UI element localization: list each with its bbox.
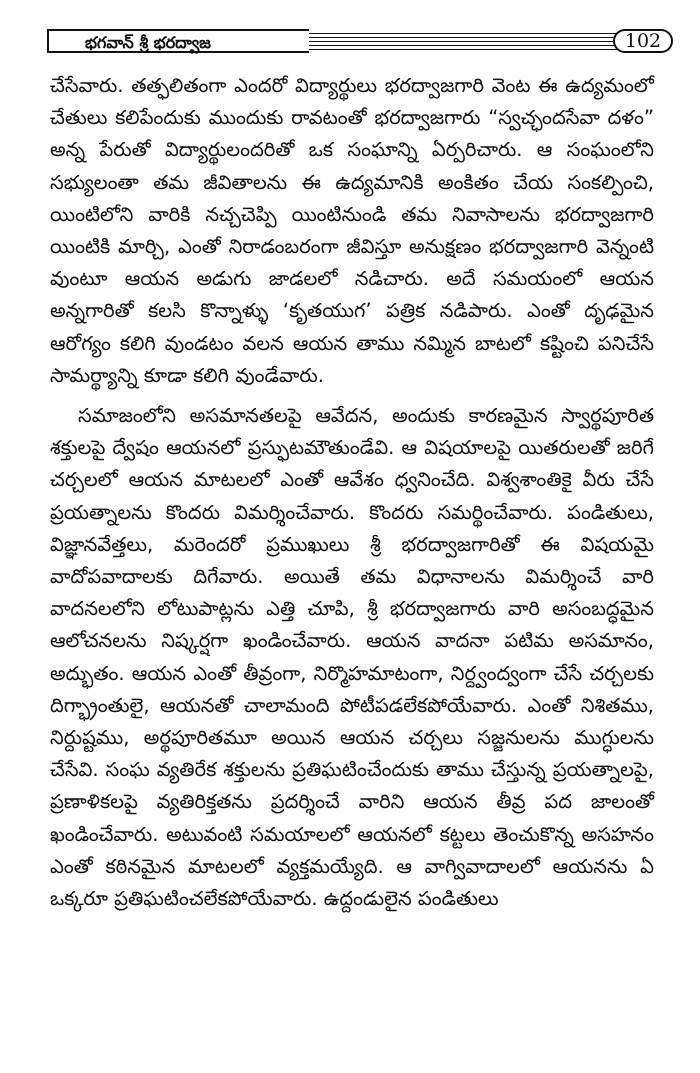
paragraph-1: చేసేవారు. తత్ఫలితంగా ఎందరో విద్యార్థులు భరద్వాజగారి వెంట ఈ ఉద్యమంలో చేతులు కలిపేందుకు ముందుకు రావటంతో భరద్వాజగారు “స్వచ్ఛందసేవా దళం” అన్న పేరుతో విద్యార్థులందరితో ఒక సంఘాన్ని ఏర్పరిచారు. ఆ సంఘంలోని సభ్యులంతా తమ జీవితాలను ఈ ఉద్యమానికి అంకితం చేయ సంకల్పించి, యింటిలోని వారికి నచ్చచెప్పి యింటినుండి తమ నివాసాలను భరద్వాజగారి యింటికి మార్చి, ఎంతో నిరాడంబరంగా జీవిస్తూ అనుక్షణం భరద్వాజగారి వెన్నంటి వుంటూ ఆయన అడుగు జాడలలో నడిచారు. అదే సమయంలో ఆయన అన్నగారితో కలసి కొన్నాళ్ళు ‘కృతయుగ’ పత్రిక నడిపారు. ఎంతో దృఢమైన ఆరోగ్యం కలిగి వుండటం వలన ఆయన తాము నమ్మిన బాటలో కష్టించి పనిచేసే సామర్థ్యాన్ని కూడా కలిగి వుండేవారు.: [50, 74, 654, 387]
header-title-box: [47, 29, 309, 53]
page-number: 102: [613, 29, 673, 53]
paragraph-2: సమాజంలోని అసమానతలపై ఆవేదన, అందుకు కారణమైన స్వార్థపూరిత శక్తులపై ద్వేషం ఆయనలో ప్రస్ఫుటమౌతుండేవి. ఆ విషయాలపై యితరులతో జరిగే చర్చలలో ఆయన మాటలలో ఎంతో ఆవేశం ధ్వనించేది. విశ్వశాంతికై వీరు చేసే ప్రయత్నాలను కొందరు విమర్శించేవారు. కొందరు సమర్థించేవారు. పండితులు, విజ్ఞానవేత్తలు, మరెందరో ప్రముఖులు శ్రీ భరద్వాజగారితో ఈ విషయమై వాదోపవాదాలకు దిగేవారు. అయితే తమ విధానాలను విమర్శించే వారి వాదనలలోని లోటుపాట్లను ఎత్తి చూపి, శ్రీ భరద్వాజగారు వారి అసంబద్ధమైన ఆలోచనలను నిష్కర్షగా ఖండించేవారు. ఆయన వాదనా పటిమ అసమానం, అద్భుతం. ఆయన ఎంతో తీవ్రంగా, నిర్మొహమాటంగా, నిర్ద్వంద్వంగా చేసే చర్చలకు దిగ్భ్రాంతులై, ఆయనతో చాలామంది పోటీపడలేకపోయేవారు. ఎంతో నిశితము, నిర్దుష్టము, అర్థపూరితమూ అయిన ఆయన చర్చలు సజ్జనులను ముగ్ధులను చేసేవి. సంఘ వ్యతిరేక శక్తులను ప్రతిఘటించేందుకు తాము చేస్తున్న ప్రయత్నాలపై, ప్రణాళికలపై వ్యతిరిక్తతను ప్రదర్శించే వారిని ఆయన తీవ్ర పద జాలంతో ఖండించేవారు. అటువంటి సమయాలలో ఆయనలో కట్టలు తెంచుకొన్న అసహనం ఎంతో కఠినమైన మాటలలో వ్యక్తమయ్యేది. ఆ వాగ్వివాదాలలో ఆయనను ఏ ఒక్కరూ ప్రతిఘటించలేకపోయేవారు. ఉద్దండులైన పండితులు: [50, 404, 654, 911]
running-header: [47, 29, 662, 57]
body-text: [50, 70, 654, 915]
header-rule-lines: [309, 29, 649, 53]
header-title: భగవాన్ శ్రీ భరద్వాజ: [85, 33, 211, 52]
